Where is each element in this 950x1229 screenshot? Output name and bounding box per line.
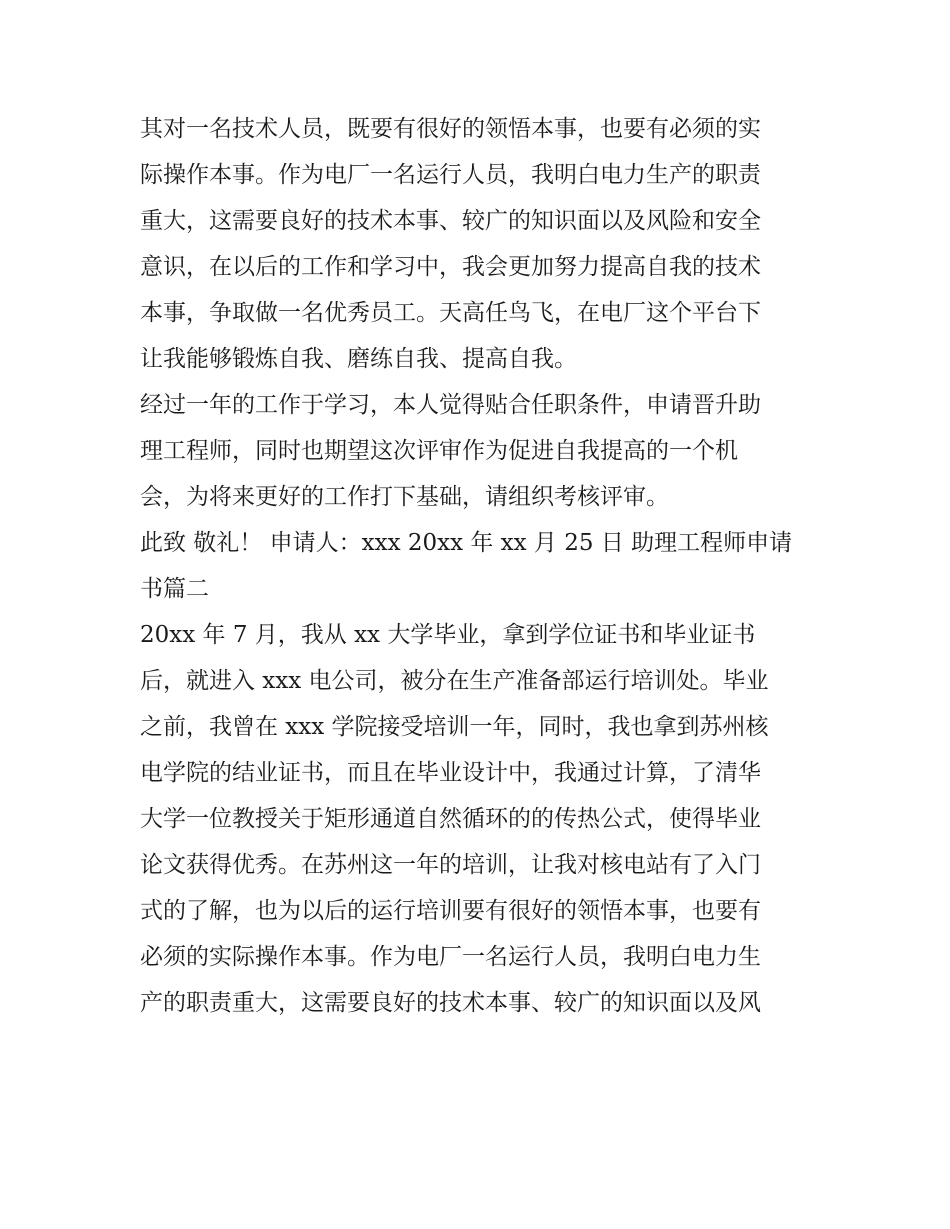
text-line: 际操作本事。作为电厂一名运行人员，我明白电力生产的职责 [140, 162, 761, 188]
text-line: 产的职责重大，这需要良好的技术本事、较广的知识面以及风 [140, 990, 761, 1016]
text-line: 经过一年的工作于学习，本人觉得贴合任职条件，申请晋升助 [140, 392, 761, 418]
text-line: 后，就进入 xxx 电公司，被分在生产准备部运行培训处。毕业 [140, 668, 769, 694]
text-line: 书篇二 [140, 576, 209, 602]
text-line: 式的了解，也为以后的运行培训要有很好的领悟本事，也要有 [140, 898, 761, 924]
text-line: 此致 敬礼！ 申请人：xxx 20xx 年 xx 月 25 日 助理工程师申请 [140, 530, 793, 556]
text-line: 其对一名技术人员，既要有很好的领悟本事，也要有必须的实 [140, 116, 761, 142]
text-line: 本事，争取做一名优秀员工。天高任鸟飞，在电厂这个平台下 [140, 300, 761, 326]
text-line: 会，为将来更好的工作打下基础，请组织考核评审。 [140, 484, 669, 510]
text-line: 理工程师，同时也期望这次评审作为促进自我提高的一个机 [140, 438, 738, 464]
text-line: 重大，这需要良好的技术本事、较广的知识面以及风险和安全 [140, 208, 761, 234]
body-text [140, 106, 820, 1026]
text-line: 20xx 年 7 月，我从 xx 大学毕业，拿到学位证书和毕业证书 [140, 622, 756, 648]
text-line: 意识，在以后的工作和学习中，我会更加努力提高自我的技术 [140, 254, 761, 280]
text-line: 之前，我曾在 xxx 学院接受培训一年，同时，我也拿到苏州核 [140, 714, 769, 740]
text-line: 论文获得优秀。在苏州这一年的培训，让我对核电站有了入门 [140, 852, 761, 878]
text-line: 电学院的结业证书，而且在毕业设计中，我通过计算，了清华 [140, 760, 761, 786]
text-line: 让我能够锻炼自我、磨练自我、提高自我。 [140, 346, 577, 372]
text-line: 必须的实际操作本事。作为电厂一名运行人员，我明白电力生 [140, 944, 761, 970]
text-line: 大学一位教授关于矩形通道自然循环的的传热公式，使得毕业 [140, 806, 761, 832]
